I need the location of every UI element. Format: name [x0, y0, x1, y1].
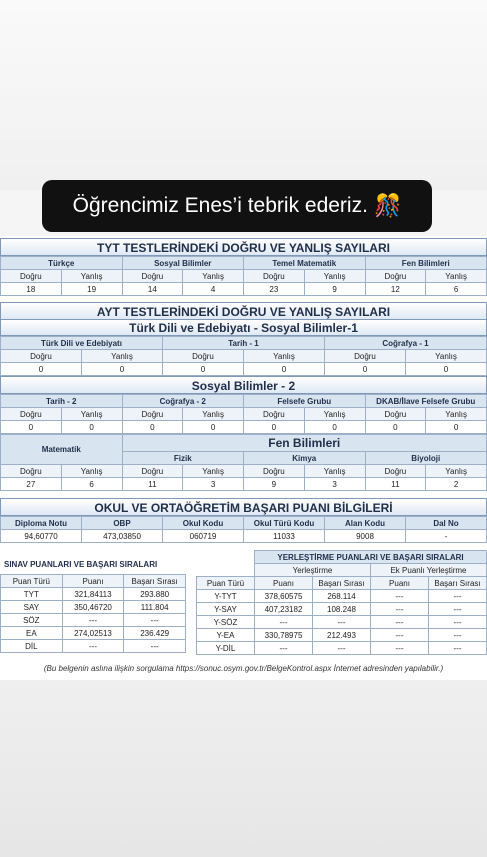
tyt-group-turkce: Türkçe — [1, 257, 123, 270]
dogru-header: Doğru — [1, 270, 62, 283]
yanlis-header: Yanlış — [183, 408, 244, 421]
ayt-group-matematik: Matematik — [1, 435, 123, 465]
okul-header: Okul Kodu — [163, 517, 244, 530]
yerlestirme-sub1: Yerleştirme — [255, 564, 371, 577]
ayt-fen-title: Fen Bilimleri — [122, 435, 487, 452]
sinav-cell: --- — [62, 640, 124, 653]
sinav-cell: 350,46720 — [62, 601, 124, 614]
yanlis-header: Yanlış — [304, 465, 365, 478]
ayt-section — [0, 302, 487, 491]
sinav-title: SINAV PUANLARI VE BAŞARI SIRALARI — [4, 560, 158, 569]
dogru-header: Doğru — [325, 350, 406, 363]
yerlestirme-section — [196, 550, 487, 655]
okul-header: Okul Türü Kodu — [244, 517, 325, 530]
ayt-value: 0 — [183, 421, 244, 434]
yerlestirme-header: Puanı — [371, 577, 429, 590]
ayt-value: 0 — [244, 421, 305, 434]
ayt-value: 0 — [82, 363, 163, 376]
sinav-cell: EA — [1, 627, 63, 640]
ayt-group-cografya2: Coğrafya - 2 — [122, 395, 244, 408]
sinav-cell: --- — [124, 640, 186, 653]
dogru-header: Doğru — [1, 408, 62, 421]
ayt-value: 0 — [61, 421, 122, 434]
yerlestirme-cell: 407,23182 — [255, 603, 313, 616]
yerlestirme-header: Puan Türü — [197, 577, 255, 590]
yerlestirme-title: YERLEŞTİRME PUANLARI VE BAŞARI SIRALARI — [255, 551, 487, 564]
yerlestirme-cell: Y-DİL — [197, 642, 255, 655]
yerlestirme-cell: --- — [313, 616, 371, 629]
yanlis-header: Yanlış — [304, 408, 365, 421]
sinav-cell: TYT — [1, 588, 63, 601]
yerlestirme-cell: --- — [371, 642, 429, 655]
yerlestirme-corner — [197, 551, 255, 577]
yanlis-header: Yanlış — [426, 408, 487, 421]
dogru-header: Doğru — [365, 465, 426, 478]
yerlestirme-cell: 330,78975 — [255, 629, 313, 642]
ayt-value: 2 — [426, 478, 487, 491]
ayt-group-tarih2: Tarih - 2 — [1, 395, 123, 408]
tyt-value: 6 — [426, 283, 487, 296]
ayt-value: 0 — [163, 363, 244, 376]
ayt-group-edebiyat: Türk Dili ve Edebiyatı — [1, 337, 163, 350]
okul-header: Dal No — [406, 517, 487, 530]
caption-text: Öğrencimiz Enes’i tebrik ederiz. — [72, 194, 368, 217]
yerlestirme-cell: --- — [429, 590, 487, 603]
tyt-value: 9 — [304, 283, 365, 296]
dogru-header: Doğru — [244, 270, 305, 283]
okul-value: 060719 — [163, 530, 244, 543]
ayt-subtitle-1: Türk Dili ve Edebiyatı - Sosyal Bilimler-1 — [0, 320, 487, 336]
sinav-header: Başarı Sırası — [124, 575, 186, 588]
ayt-group-felsefe: Felsefe Grubu — [244, 395, 366, 408]
yerlestirme-cell: --- — [255, 642, 313, 655]
ayt-group-dkab: DKAB/İlave Felsefe Grubu — [365, 395, 487, 408]
ayt-value: 0 — [365, 421, 426, 434]
yanlis-header: Yanlış — [61, 270, 122, 283]
yerlestirme-header: Başarı Sırası — [429, 577, 487, 590]
ayt-subtitle-2: Sosyal Bilimler - 2 — [0, 376, 487, 394]
yerlestirme-cell: --- — [371, 590, 429, 603]
ayt-table-2 — [0, 394, 487, 434]
yerlestirme-cell: --- — [429, 629, 487, 642]
sinav-section — [0, 552, 186, 653]
dogru-header: Doğru — [244, 408, 305, 421]
sinav-header: Puan Türü — [1, 575, 63, 588]
sinav-cell: DİL — [1, 640, 63, 653]
yerlestirme-cell: --- — [429, 616, 487, 629]
okul-value: 473,03850 — [82, 530, 163, 543]
okul-title: OKUL VE ORTAÖĞRETİM BAŞARI PUANI BİLGİLERİ — [0, 498, 487, 516]
sinav-cell: 293.880 — [124, 588, 186, 601]
ayt-value: 0 — [426, 421, 487, 434]
tyt-group-fen: Fen Bilimleri — [365, 257, 487, 270]
tyt-value: 18 — [1, 283, 62, 296]
ayt-group-biyoloji: Biyoloji — [365, 452, 487, 465]
yanlis-header: Yanlış — [244, 350, 325, 363]
yerlestirme-cell: Y-TYT — [197, 590, 255, 603]
dogru-header: Doğru — [122, 270, 183, 283]
dogru-header: Doğru — [365, 270, 426, 283]
sinav-cell: --- — [62, 614, 124, 627]
ayt-value: 0 — [1, 421, 62, 434]
tyt-value: 14 — [122, 283, 183, 296]
yanlis-header: Yanlış — [304, 270, 365, 283]
yanlis-header: Yanlış — [426, 270, 487, 283]
yerlestirme-table — [196, 550, 487, 655]
yanlis-header: Yanlış — [406, 350, 487, 363]
ayt-table-3 — [0, 434, 487, 491]
sinav-cell: SÖZ — [1, 614, 63, 627]
ayt-value: 0 — [325, 363, 406, 376]
ayt-value: 11 — [122, 478, 183, 491]
tyt-table — [0, 256, 487, 296]
yerlestirme-cell: Y-EA — [197, 629, 255, 642]
dogru-header: Doğru — [244, 465, 305, 478]
sinav-cell: 321,84113 — [62, 588, 124, 601]
yerlestirme-cell: Y-SÖZ — [197, 616, 255, 629]
yanlis-header: Yanlış — [61, 465, 122, 478]
okul-value: - — [406, 530, 487, 543]
dogru-header: Doğru — [365, 408, 426, 421]
okul-header: OBP — [82, 517, 163, 530]
dogru-header: Doğru — [122, 465, 183, 478]
ayt-value: 27 — [1, 478, 62, 491]
bottom-background — [0, 680, 487, 857]
sinav-cell: SAY — [1, 601, 63, 614]
yanlis-header: Yanlış — [61, 408, 122, 421]
yerlestirme-cell: --- — [429, 642, 487, 655]
yerlestirme-sub2: Ek Puanlı Yerleştirme — [371, 564, 487, 577]
dogru-header: Doğru — [122, 408, 183, 421]
sinav-cell: --- — [124, 614, 186, 627]
yerlestirme-cell: --- — [429, 603, 487, 616]
yerlestirme-header: Puanı — [255, 577, 313, 590]
story-caption — [42, 180, 432, 232]
yerlestirme-cell: --- — [371, 616, 429, 629]
okul-value: 9008 — [325, 530, 406, 543]
tyt-group-matematik: Temel Matematik — [244, 257, 366, 270]
sinav-cell: 111.804 — [124, 601, 186, 614]
dogru-header: Doğru — [1, 350, 82, 363]
ayt-value: 0 — [304, 421, 365, 434]
ayt-group-fizik: Fizik — [122, 452, 244, 465]
ayt-value: 6 — [61, 478, 122, 491]
yerlestirme-cell: 108.248 — [313, 603, 371, 616]
sinav-cell: 274,02513 — [62, 627, 124, 640]
dogru-header: Doğru — [163, 350, 244, 363]
yanlis-header: Yanlış — [426, 465, 487, 478]
ayt-value: 3 — [183, 478, 244, 491]
verification-note: (Bu belgenin aslına ilişkin sorgulama https://sonuc.osym.gov.tr/BelgeKontrol.aspx İnternet adresinden yapılabilir.) — [43, 664, 444, 673]
tyt-section — [0, 238, 487, 296]
tyt-title: TYT TESTLERİNDEKİ DOĞRU VE YANLIŞ SAYILARI — [0, 238, 487, 256]
ayt-table-1 — [0, 336, 487, 376]
okul-table — [0, 516, 487, 543]
ayt-group-kimya: Kimya — [244, 452, 366, 465]
yanlis-header: Yanlış — [183, 465, 244, 478]
dogru-header: Doğru — [1, 465, 62, 478]
yerlestirme-cell: 212.493 — [313, 629, 371, 642]
ayt-value: 9 — [244, 478, 305, 491]
yanlis-header: Yanlış — [82, 350, 163, 363]
yerlestirme-header: Başarı Sırası — [313, 577, 371, 590]
tyt-value: 12 — [365, 283, 426, 296]
top-background — [0, 0, 487, 190]
confetti-icon: 🎊 — [373, 193, 402, 218]
okul-value: 94,60770 — [1, 530, 82, 543]
ayt-value: 0 — [244, 363, 325, 376]
tyt-value: 4 — [183, 283, 244, 296]
yerlestirme-cell: Y-SAY — [197, 603, 255, 616]
okul-section — [0, 498, 487, 543]
ayt-group-tarih1: Tarih - 1 — [163, 337, 325, 350]
ayt-value: 0 — [1, 363, 82, 376]
ayt-value: 11 — [365, 478, 426, 491]
ayt-value: 0 — [122, 421, 183, 434]
yerlestirme-cell: --- — [371, 629, 429, 642]
yerlestirme-cell: --- — [255, 616, 313, 629]
yerlestirme-cell: --- — [371, 603, 429, 616]
tyt-value: 19 — [61, 283, 122, 296]
okul-header: Alan Kodu — [325, 517, 406, 530]
okul-header: Diploma Notu — [1, 517, 82, 530]
yanlis-header: Yanlış — [183, 270, 244, 283]
ayt-group-cografya1: Coğrafya - 1 — [325, 337, 487, 350]
sinav-cell: 236.429 — [124, 627, 186, 640]
tyt-group-sosyal: Sosyal Bilimler — [122, 257, 244, 270]
sinav-table — [0, 574, 186, 653]
yerlestirme-cell: 378,60575 — [255, 590, 313, 603]
ayt-value: 0 — [406, 363, 487, 376]
ayt-value: 3 — [304, 478, 365, 491]
yerlestirme-cell: 268.114 — [313, 590, 371, 603]
yerlestirme-cell: --- — [313, 642, 371, 655]
sinav-header: Puanı — [62, 575, 124, 588]
okul-value: 11033 — [244, 530, 325, 543]
tyt-value: 23 — [244, 283, 305, 296]
ayt-title: AYT TESTLERİNDEKİ DOĞRU VE YANLIŞ SAYILARI — [0, 302, 487, 320]
